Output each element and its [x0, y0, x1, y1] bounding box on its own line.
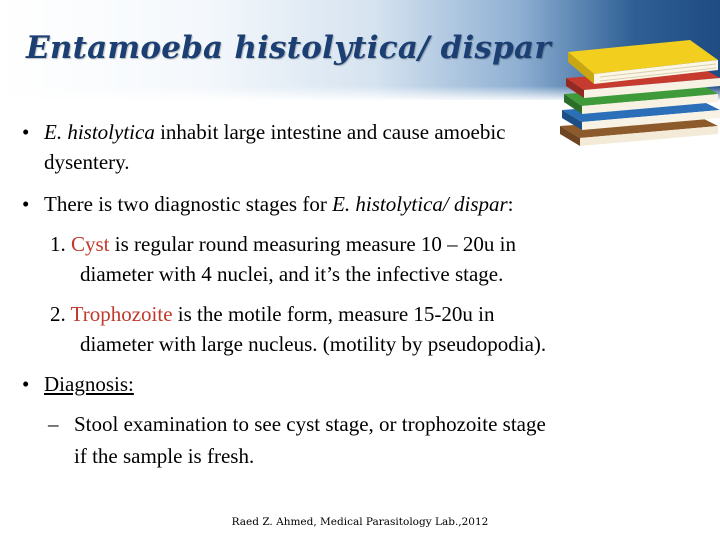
sub-item-number: 2.	[50, 302, 66, 326]
dash-item-line-2: if the sample is fresh.	[74, 444, 255, 468]
sub-item-number: 1.	[50, 232, 66, 256]
bullet-marker: •	[22, 120, 30, 144]
sub-item-2-line-2: diameter with large nucleus. (motility by pseudopodia).	[80, 332, 547, 356]
bullet-2-colon: :	[507, 192, 514, 216]
slide-title: Entamoeba histolytica/ dispar	[26, 30, 551, 66]
bullet-1-line-2: dysentery.	[44, 150, 130, 174]
bullet-marker: •	[22, 372, 30, 396]
bullet-marker: •	[22, 192, 30, 216]
bullet-2-line	[44, 188, 514, 220]
footer-credit: Raed Z. Ahmed, Medical Parasitology Lab.,2012	[231, 516, 489, 528]
bullet-1-text: inhabit large intestine and cause amoebic	[154, 120, 506, 144]
sub-item-2-line-1	[50, 298, 494, 330]
sub-item-1-line-1	[50, 228, 516, 260]
sub-item-2-text: is the motile form, measure 15-20u in	[172, 302, 495, 326]
species-name: E. histolytica	[44, 120, 155, 144]
bullet-2-text: There is two diagnostic stages for	[44, 192, 333, 216]
trophozoite-term: Trophozoite	[70, 302, 173, 326]
sub-item-1-text: is regular round measuring measure 10 – 20u in	[109, 232, 517, 256]
species-name: E. histolytica/ dispar	[332, 192, 508, 216]
cyst-term: Cyst	[71, 232, 110, 256]
stack-of-books-icon	[560, 30, 720, 148]
dash-marker: –	[48, 412, 59, 436]
sub-item-1-line-2: diameter with 4 nuclei, and it’s the infective stage.	[80, 262, 504, 286]
diagnosis-heading: Diagnosis:	[44, 372, 134, 396]
dash-item-line-1: Stool examination to see cyst stage, or trophozoite stage	[74, 412, 546, 436]
bullet-1-line-1	[44, 116, 505, 148]
